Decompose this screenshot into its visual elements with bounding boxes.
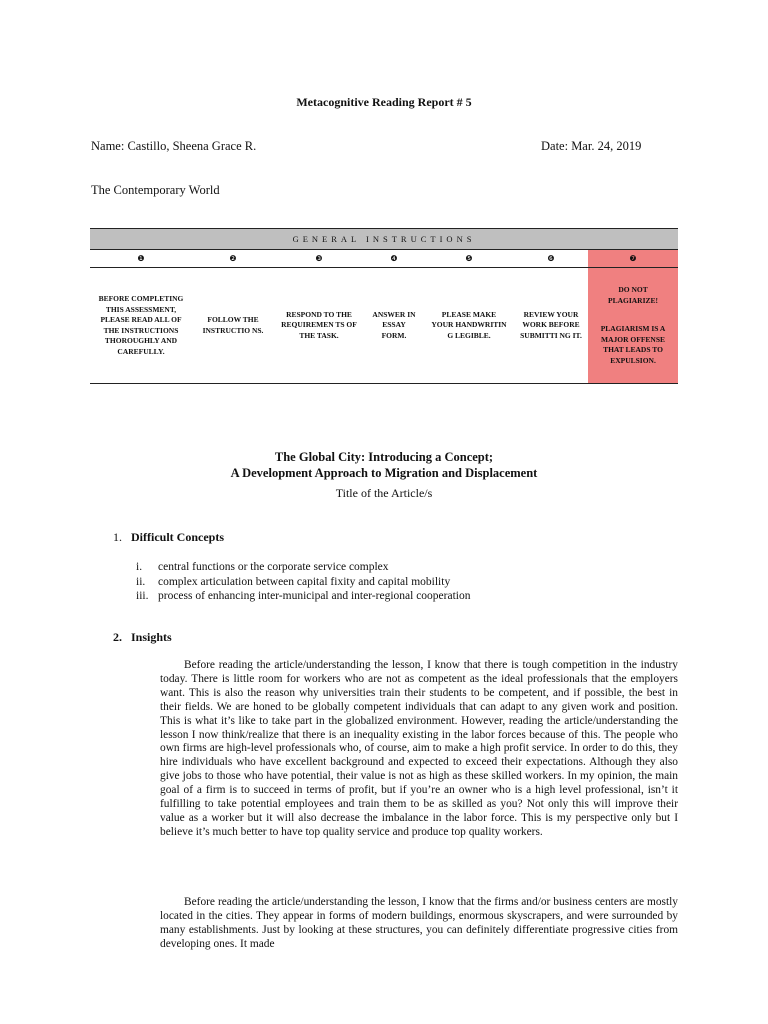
article-title xyxy=(0,449,768,481)
list-item xyxy=(136,560,470,575)
instruction-step-6: REVIEW YOUR WORK BEFORE SUBMITTI NG IT. xyxy=(514,268,588,384)
step-number: ❼ xyxy=(588,250,678,268)
insight-paragraph-1: Before reading the article/understanding the lesson, I know that there is tough competition in the industry today. There is little room for workers who are not as competent as the ideal professionals that the employers want. This is also the reason why universities train their students to be competent, and if possible, the best in their fields. We are honed to be globally competent individuals that can adapt to any given work and position. This is what it’s like to take part in the globalized environment. However, reading the article/understanding the lesson I now think/realize that there is an inequality existing in the labor forces because of this. The people who own firms are high-level professionals who, of course, aim to make a high profit service. In order to do this, they hire individuals who have excellent background and expected to exceed their expectations. Although they also give jobs to those who have potential, their value is not as high as these skilled workers. In my opinion, the main goal of a firm is to succeed in terms of profit, but if you’re an owner who is a high level professional, isn’t it fulfilling to take potential employees and train them to be as skilled as you? Not only this will improve their value as a worker but it will also decrease the imbalance in the labor force. This is my perspective only but I believe it’s much better to have top quality service and produce top quality workers. xyxy=(160,659,678,838)
concept-text: process of enhancing inter-municipal and inter-regional cooperation xyxy=(158,590,471,602)
insight-paragraph-2: Before reading the article/understanding the lesson, I know that the firms and/or business centers are mostly located in the cities. They appear in forms of modern buildings, enormous skyscrapers, and were surrounded by many establishments. Just by looking at these structures, you can definitely differentiate progressive cities from developing ones. It made xyxy=(160,896,678,950)
article-title-line-1: The Global City: Introducing a Concept; xyxy=(274,450,494,464)
step-number: ❹ xyxy=(364,250,424,268)
section-heading-insights xyxy=(113,630,172,645)
instruction-step-2: FOLLOW THE INSTRUCTIO NS. xyxy=(192,268,274,384)
instruction-step-3: RESPOND TO THE REQUIREMEN TS OF THE TASK. xyxy=(274,268,364,384)
article-title-line-2: A Development Approach to Migration and Displacement xyxy=(230,466,538,480)
section-label: Difficult Concepts xyxy=(131,530,224,544)
article-caption: Title of the Article/s xyxy=(335,486,433,500)
roman-numeral: i. xyxy=(136,561,143,573)
difficult-concepts-list xyxy=(136,560,470,604)
roman-numeral: ii. xyxy=(136,575,146,588)
instruction-step-4: ANSWER IN ESSAY FORM. xyxy=(364,268,424,384)
list-item xyxy=(136,575,470,590)
section-label: Insights xyxy=(131,630,172,644)
roman-numeral: iii. xyxy=(136,590,149,602)
step-number: ❸ xyxy=(274,250,364,268)
step-number: ❷ xyxy=(192,250,274,268)
concept-text: central functions or the corporate service complex xyxy=(158,561,389,573)
report-title: Metacognitive Reading Report # 5 xyxy=(296,95,472,109)
step-number: ❻ xyxy=(514,250,588,268)
instructions-heading: GENERAL INSTRUCTIONS xyxy=(90,229,678,250)
course-name: The Contemporary World xyxy=(91,183,220,197)
instruction-step-5: PLEASE MAKE YOUR HANDWRITIN G LEGIBLE. xyxy=(424,268,514,384)
step-number: ❶ xyxy=(90,250,192,268)
section-number: 2. xyxy=(113,630,122,644)
list-item xyxy=(136,589,470,604)
step-number: ❺ xyxy=(424,250,514,268)
plagiarism-warning xyxy=(588,268,678,384)
section-number: 1. xyxy=(113,530,122,544)
concept-text: complex articulation between capital fixity and capital mobility xyxy=(158,575,451,588)
instructions-table xyxy=(90,228,678,384)
instruction-step-1: BEFORE COMPLETING THIS ASSESSMENT, PLEASE READ ALL OF THE INSTRUCTIONS THOROUGHLY AND CAREFULLY. xyxy=(90,268,192,384)
warning-text: PLAGIARISM IS A MAJOR OFFENSE THAT LEADS TO EXPULSION. xyxy=(600,324,666,365)
section-heading-difficult-concepts xyxy=(113,530,224,545)
warning-title: DO NOT PLAGIARIZE! xyxy=(608,285,659,305)
student-name: Name: Castillo, Sheena Grace R. xyxy=(91,139,257,153)
report-date: Date: Mar. 24, 2019 xyxy=(541,139,642,153)
